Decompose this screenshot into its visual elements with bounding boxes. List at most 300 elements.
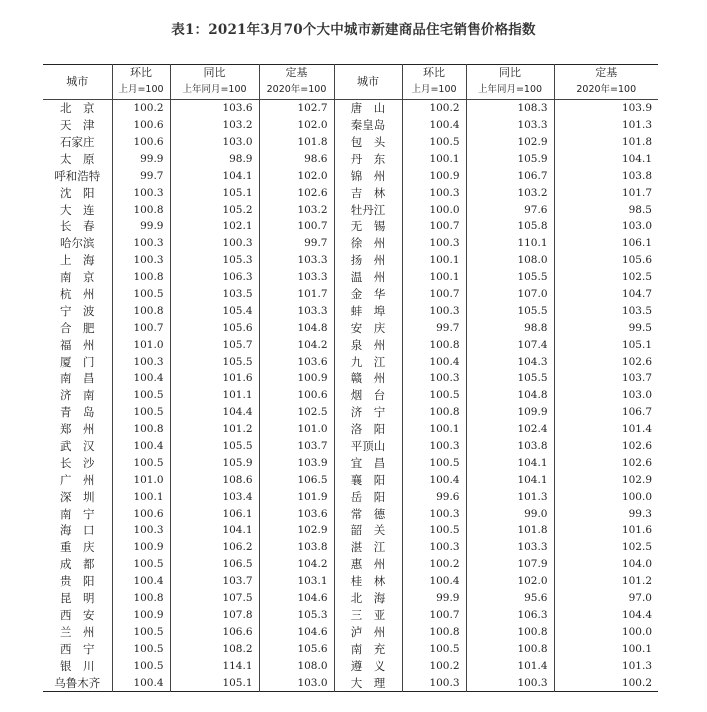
- base-cell: 102.7: [259, 99, 334, 116]
- mom-cell: 100.8: [112, 201, 170, 218]
- base-cell: 108.0: [259, 657, 334, 674]
- city-cell: 兰 州: [60, 624, 95, 639]
- base-cell: 102.5: [554, 539, 658, 556]
- table-row: [43, 607, 658, 624]
- table-row: [43, 674, 658, 691]
- yoy-cell: 108.3: [466, 99, 554, 116]
- city-cell: 沈 阳: [60, 185, 95, 200]
- mom-cell: 100.2: [112, 99, 170, 116]
- city-cell: 成 都: [60, 557, 95, 572]
- city-cell: 蚌 埠: [334, 302, 402, 319]
- base-cell: 97.0: [554, 590, 658, 607]
- city-cell: 上 海: [60, 253, 95, 268]
- city-cell: 丹 东: [334, 150, 402, 167]
- table-row: [43, 235, 658, 252]
- base-cell: 104.2: [259, 556, 334, 573]
- base-cell: 105.6: [259, 640, 334, 657]
- yoy-cell: 105.5: [466, 269, 554, 286]
- table-row: [43, 438, 658, 455]
- header-mom: 环比: [112, 65, 170, 82]
- base-cell: 105.1: [554, 336, 658, 353]
- yoy-cell: 100.3: [466, 674, 554, 691]
- mom-cell: 100.8: [112, 421, 170, 438]
- table-row: [43, 623, 658, 640]
- city-cell: 南 充: [334, 640, 402, 657]
- mom-cell: 100.3: [402, 184, 466, 201]
- table-row: [43, 488, 658, 505]
- city-cell: 济 宁: [334, 404, 402, 421]
- table-row: [43, 319, 658, 336]
- base-cell: 103.9: [554, 99, 658, 116]
- mom-cell: 100.1: [112, 488, 170, 505]
- yoy-cell: 106.7: [466, 167, 554, 184]
- base-cell: 104.7: [554, 286, 658, 303]
- base-cell: 102.6: [554, 454, 658, 471]
- base-cell: 104.0: [554, 556, 658, 573]
- base-cell: 102.9: [554, 471, 658, 488]
- base-cell: 106.5: [259, 471, 334, 488]
- base-cell: 101.0: [259, 421, 334, 438]
- base-cell: 101.7: [259, 286, 334, 303]
- base-cell: 99.7: [259, 235, 334, 252]
- mom-cell: 100.4: [112, 573, 170, 590]
- base-cell: 104.1: [554, 150, 658, 167]
- yoy-cell: 105.9: [466, 150, 554, 167]
- yoy-cell: 102.9: [466, 134, 554, 151]
- base-cell: 98.5: [554, 201, 658, 218]
- city-cell: 南 宁: [60, 506, 95, 521]
- yoy-cell: 103.7: [170, 573, 259, 590]
- base-cell: 101.8: [259, 134, 334, 151]
- city-cell: 泸 州: [334, 623, 402, 640]
- mom-cell: 100.3: [402, 539, 466, 556]
- yoy-cell: 104.1: [170, 167, 259, 184]
- mom-cell: 100.1: [402, 252, 466, 269]
- base-cell: 103.5: [554, 302, 658, 319]
- mom-cell: 100.4: [112, 370, 170, 387]
- city-cell: 温 州: [334, 269, 402, 286]
- city-cell: 三 亚: [334, 607, 402, 624]
- base-cell: 103.7: [259, 438, 334, 455]
- yoy-cell: 98.9: [170, 150, 259, 167]
- yoy-cell: 100.8: [466, 623, 554, 640]
- table-row: [43, 117, 658, 134]
- city-cell: 厦 门: [60, 354, 95, 369]
- yoy-cell: 105.3: [170, 252, 259, 269]
- mom-cell: 100.8: [112, 302, 170, 319]
- base-cell: 101.4: [554, 421, 658, 438]
- city-cell: 合 肥: [60, 320, 95, 335]
- mom-cell: 100.8: [112, 269, 170, 286]
- mom-cell: 100.0: [402, 201, 466, 218]
- header-city: 城市: [334, 65, 402, 100]
- city-cell: 青 岛: [60, 405, 95, 420]
- base-cell: 104.6: [259, 623, 334, 640]
- yoy-cell: 104.1: [170, 522, 259, 539]
- base-cell: 101.7: [554, 184, 658, 201]
- yoy-cell: 103.4: [170, 488, 259, 505]
- base-cell: 100.9: [259, 370, 334, 387]
- yoy-cell: 106.5: [170, 556, 259, 573]
- city-cell: 九 江: [334, 353, 402, 370]
- mom-cell: 100.5: [402, 640, 466, 657]
- base-cell: 102.6: [554, 438, 658, 455]
- mom-cell: 100.3: [402, 235, 466, 252]
- city-cell: 金 华: [334, 286, 402, 303]
- base-cell: 100.0: [554, 488, 658, 505]
- header-yoy: 同比: [170, 65, 259, 82]
- base-cell: 101.6: [554, 522, 658, 539]
- table-row: [43, 657, 658, 674]
- mom-cell: 100.7: [402, 286, 466, 303]
- yoy-cell: 105.6: [170, 319, 259, 336]
- yoy-cell: 103.3: [466, 539, 554, 556]
- city-cell: 西 宁: [60, 641, 95, 656]
- city-cell: 吉 林: [334, 184, 402, 201]
- yoy-cell: 102.4: [466, 421, 554, 438]
- yoy-cell: 102.1: [170, 218, 259, 235]
- mom-cell: 100.8: [402, 404, 466, 421]
- base-cell: 101.3: [554, 117, 658, 134]
- base-cell: 103.3: [259, 269, 334, 286]
- mom-cell: 100.6: [112, 505, 170, 522]
- city-cell: 贵 阳: [60, 574, 95, 589]
- base-cell: 101.3: [554, 657, 658, 674]
- mom-cell: 99.7: [112, 167, 170, 184]
- mom-cell: 100.9: [402, 167, 466, 184]
- mom-cell: 100.3: [112, 252, 170, 269]
- mom-cell: 100.5: [112, 286, 170, 303]
- mom-cell: 100.5: [402, 522, 466, 539]
- mom-cell: 100.3: [402, 674, 466, 691]
- yoy-cell: 106.3: [170, 269, 259, 286]
- mom-cell: 100.5: [112, 454, 170, 471]
- table-row: [43, 269, 658, 286]
- base-cell: 101.8: [554, 134, 658, 151]
- table-row: [43, 640, 658, 657]
- yoy-cell: 106.2: [170, 539, 259, 556]
- mom-cell: 99.9: [402, 590, 466, 607]
- city-cell: 岳 阳: [334, 488, 402, 505]
- header-mom-sub: 上月=100: [402, 82, 466, 99]
- city-cell: 银 川: [60, 658, 95, 673]
- city-cell: 太 原: [60, 151, 95, 166]
- city-cell: 扬 州: [334, 252, 402, 269]
- mom-cell: 100.1: [402, 421, 466, 438]
- city-cell: 秦皇岛: [334, 117, 402, 134]
- city-cell: 海 口: [60, 523, 95, 538]
- table-row: [43, 134, 658, 151]
- city-cell: 烟 台: [334, 387, 402, 404]
- base-cell: 100.0: [554, 623, 658, 640]
- yoy-cell: 105.5: [466, 370, 554, 387]
- base-cell: 106.7: [554, 404, 658, 421]
- mom-cell: 100.8: [112, 590, 170, 607]
- base-cell: 102.5: [259, 404, 334, 421]
- table-row: [43, 150, 658, 167]
- base-cell: 106.1: [554, 235, 658, 252]
- yoy-cell: 104.3: [466, 353, 554, 370]
- city-cell: 大 理: [334, 674, 402, 691]
- table-row: [43, 167, 658, 184]
- yoy-cell: 106.6: [170, 623, 259, 640]
- base-cell: 103.0: [554, 387, 658, 404]
- city-cell: 重 庆: [60, 540, 95, 555]
- mom-cell: 100.5: [112, 387, 170, 404]
- header-yoy: 同比: [466, 65, 554, 82]
- city-cell: 西 安: [60, 607, 95, 622]
- base-cell: 98.6: [259, 150, 334, 167]
- yoy-cell: 103.2: [170, 117, 259, 134]
- header-base: 定基: [554, 65, 658, 82]
- table-row: [43, 539, 658, 556]
- city-cell: 宁 波: [60, 303, 95, 318]
- city-cell: 惠 州: [334, 556, 402, 573]
- yoy-cell: 103.5: [170, 286, 259, 303]
- table-row: [43, 454, 658, 471]
- mom-cell: 100.5: [402, 454, 466, 471]
- mom-cell: 100.2: [402, 657, 466, 674]
- mom-cell: 99.9: [112, 150, 170, 167]
- city-cell: 徐 州: [334, 235, 402, 252]
- mom-cell: 100.3: [402, 302, 466, 319]
- base-cell: 102.6: [259, 184, 334, 201]
- city-cell: 广 州: [60, 472, 95, 487]
- mom-cell: 100.5: [402, 134, 466, 151]
- city-cell: 宜 昌: [334, 454, 402, 471]
- yoy-cell: 103.8: [466, 438, 554, 455]
- table-row: [43, 201, 658, 218]
- table-row: [43, 590, 658, 607]
- city-cell: 长 沙: [60, 455, 95, 470]
- mom-cell: 100.4: [402, 573, 466, 590]
- city-cell: 北 京: [60, 101, 95, 116]
- city-cell: 大 连: [60, 202, 95, 217]
- base-cell: 103.8: [554, 167, 658, 184]
- header-base: 定基: [259, 65, 334, 82]
- mom-cell: 100.7: [402, 218, 466, 235]
- mom-cell: 100.6: [112, 134, 170, 151]
- yoy-cell: 103.6: [170, 99, 259, 116]
- mom-cell: 100.5: [112, 657, 170, 674]
- table-row: [43, 556, 658, 573]
- yoy-cell: 101.8: [466, 522, 554, 539]
- city-cell: 昆 明: [60, 591, 95, 606]
- yoy-cell: 107.9: [466, 556, 554, 573]
- yoy-cell: 105.5: [170, 353, 259, 370]
- yoy-cell: 105.1: [170, 674, 259, 691]
- city-cell: 遵 义: [334, 657, 402, 674]
- yoy-cell: 101.4: [466, 657, 554, 674]
- header-base-sub: 2020年=100: [259, 82, 334, 99]
- yoy-cell: 102.0: [466, 573, 554, 590]
- table-row: [43, 218, 658, 235]
- base-cell: 100.6: [259, 387, 334, 404]
- base-cell: 103.8: [259, 539, 334, 556]
- base-cell: 103.3: [259, 302, 334, 319]
- city-cell: 南 昌: [60, 371, 95, 386]
- base-cell: 104.8: [259, 319, 334, 336]
- table-row: [43, 286, 658, 303]
- yoy-cell: 105.9: [170, 454, 259, 471]
- mom-cell: 99.6: [402, 488, 466, 505]
- city-cell: 郑 州: [60, 422, 95, 437]
- yoy-cell: 104.8: [466, 387, 554, 404]
- header-yoy-sub: 上年同月=100: [466, 82, 554, 99]
- city-cell: 天 津: [60, 118, 95, 133]
- yoy-cell: 99.0: [466, 505, 554, 522]
- city-cell: 哈尔滨: [60, 236, 95, 251]
- city-cell: 韶 关: [334, 522, 402, 539]
- yoy-cell: 108.2: [170, 640, 259, 657]
- city-cell: 无 锡: [334, 218, 402, 235]
- mom-cell: 100.5: [112, 556, 170, 573]
- yoy-cell: 107.8: [170, 607, 259, 624]
- table-row: [43, 302, 658, 319]
- table-row: [43, 421, 658, 438]
- table-row: [43, 353, 658, 370]
- yoy-cell: 105.2: [170, 201, 259, 218]
- base-cell: 103.6: [259, 353, 334, 370]
- city-cell: 牡丹江: [334, 201, 402, 218]
- header-base-sub: 2020年=100: [554, 82, 658, 99]
- mom-cell: 100.7: [112, 319, 170, 336]
- yoy-cell: 105.5: [170, 438, 259, 455]
- yoy-cell: 100.8: [466, 640, 554, 657]
- city-cell: 常 德: [334, 505, 402, 522]
- city-cell: 呼和浩特: [54, 168, 101, 183]
- yoy-cell: 101.6: [170, 370, 259, 387]
- mom-cell: 100.3: [112, 184, 170, 201]
- mom-cell: 100.4: [112, 674, 170, 691]
- mom-cell: 100.3: [112, 353, 170, 370]
- city-cell: 唐 山: [334, 99, 402, 116]
- city-cell: 襄 阳: [334, 471, 402, 488]
- header-mom-sub: 上月=100: [112, 82, 170, 99]
- base-cell: 103.6: [259, 505, 334, 522]
- base-cell: 105.3: [259, 607, 334, 624]
- base-cell: 104.4: [554, 607, 658, 624]
- city-cell: 石家庄: [60, 135, 95, 149]
- mom-cell: 100.3: [402, 505, 466, 522]
- yoy-cell: 107.0: [466, 286, 554, 303]
- table-row: [43, 99, 658, 116]
- yoy-cell: 100.3: [170, 235, 259, 252]
- table-row: [43, 522, 658, 539]
- mom-cell: 100.8: [402, 623, 466, 640]
- yoy-cell: 106.1: [170, 505, 259, 522]
- yoy-cell: 105.4: [170, 302, 259, 319]
- yoy-cell: 106.3: [466, 607, 554, 624]
- base-cell: 101.9: [259, 488, 334, 505]
- table-row: [43, 184, 658, 201]
- city-cell: 武 汉: [60, 439, 95, 454]
- base-cell: 105.6: [554, 252, 658, 269]
- base-cell: 103.7: [554, 370, 658, 387]
- table-row: [43, 404, 658, 421]
- yoy-cell: 107.4: [466, 336, 554, 353]
- yoy-cell: 101.2: [170, 421, 259, 438]
- base-cell: 103.9: [259, 454, 334, 471]
- header-mom: 环比: [402, 65, 466, 82]
- mom-cell: 100.3: [112, 522, 170, 539]
- yoy-cell: 97.6: [466, 201, 554, 218]
- table-row: [43, 370, 658, 387]
- city-cell: 杭 州: [60, 287, 95, 302]
- mom-cell: 101.0: [112, 471, 170, 488]
- mom-cell: 100.1: [402, 150, 466, 167]
- yoy-cell: 104.4: [170, 404, 259, 421]
- city-cell: 长 春: [60, 219, 95, 234]
- yoy-cell: 101.3: [466, 488, 554, 505]
- base-cell: 100.1: [554, 640, 658, 657]
- base-cell: 103.3: [259, 252, 334, 269]
- base-cell: 99.5: [554, 319, 658, 336]
- yoy-cell: 95.6: [466, 590, 554, 607]
- city-cell: 赣 州: [334, 370, 402, 387]
- yoy-cell: 98.8: [466, 319, 554, 336]
- table-title: 表1：2021年3月70个大中城市新建商品住宅销售价格指数: [171, 22, 536, 38]
- city-cell: 福 州: [60, 337, 95, 352]
- mom-cell: 100.5: [402, 387, 466, 404]
- mom-cell: 100.4: [402, 471, 466, 488]
- base-cell: 99.3: [554, 505, 658, 522]
- city-cell: 平顶山: [334, 438, 402, 455]
- yoy-cell: 103.3: [466, 117, 554, 134]
- mom-cell: 101.0: [112, 336, 170, 353]
- base-cell: 102.6: [554, 353, 658, 370]
- city-cell: 乌鲁木齐: [54, 675, 101, 690]
- table-row: [43, 336, 658, 353]
- city-cell: 济 南: [60, 388, 95, 403]
- yoy-cell: 105.1: [170, 184, 259, 201]
- base-cell: 102.5: [554, 269, 658, 286]
- table-row: [43, 573, 658, 590]
- mom-cell: 100.8: [402, 336, 466, 353]
- city-cell: 湛 江: [334, 539, 402, 556]
- base-cell: 102.9: [259, 522, 334, 539]
- mom-cell: 100.3: [112, 235, 170, 252]
- yoy-cell: 108.6: [170, 471, 259, 488]
- base-cell: 102.0: [259, 167, 334, 184]
- yoy-cell: 103.0: [170, 134, 259, 151]
- yoy-cell: 107.5: [170, 590, 259, 607]
- mom-cell: 99.9: [112, 218, 170, 235]
- table-row: [43, 252, 658, 269]
- base-cell: 104.6: [259, 590, 334, 607]
- yoy-cell: 108.0: [466, 252, 554, 269]
- mom-cell: 100.4: [402, 353, 466, 370]
- city-cell: 北 海: [334, 590, 402, 607]
- mom-cell: 100.9: [112, 607, 170, 624]
- mom-cell: 99.7: [402, 319, 466, 336]
- table-row: [43, 387, 658, 404]
- city-cell: 南 京: [60, 270, 95, 285]
- price-index-table: [43, 64, 658, 692]
- mom-cell: 100.3: [402, 370, 466, 387]
- yoy-cell: 109.9: [466, 404, 554, 421]
- base-cell: 100.2: [554, 674, 658, 691]
- mom-cell: 100.2: [402, 99, 466, 116]
- header-yoy-sub: 上年同月=100: [170, 82, 259, 99]
- mom-cell: 100.5: [112, 640, 170, 657]
- base-cell: 103.0: [259, 674, 334, 691]
- base-cell: 104.2: [259, 336, 334, 353]
- yoy-cell: 104.1: [466, 454, 554, 471]
- mom-cell: 100.3: [402, 438, 466, 455]
- yoy-cell: 104.1: [466, 471, 554, 488]
- table-row: [43, 505, 658, 522]
